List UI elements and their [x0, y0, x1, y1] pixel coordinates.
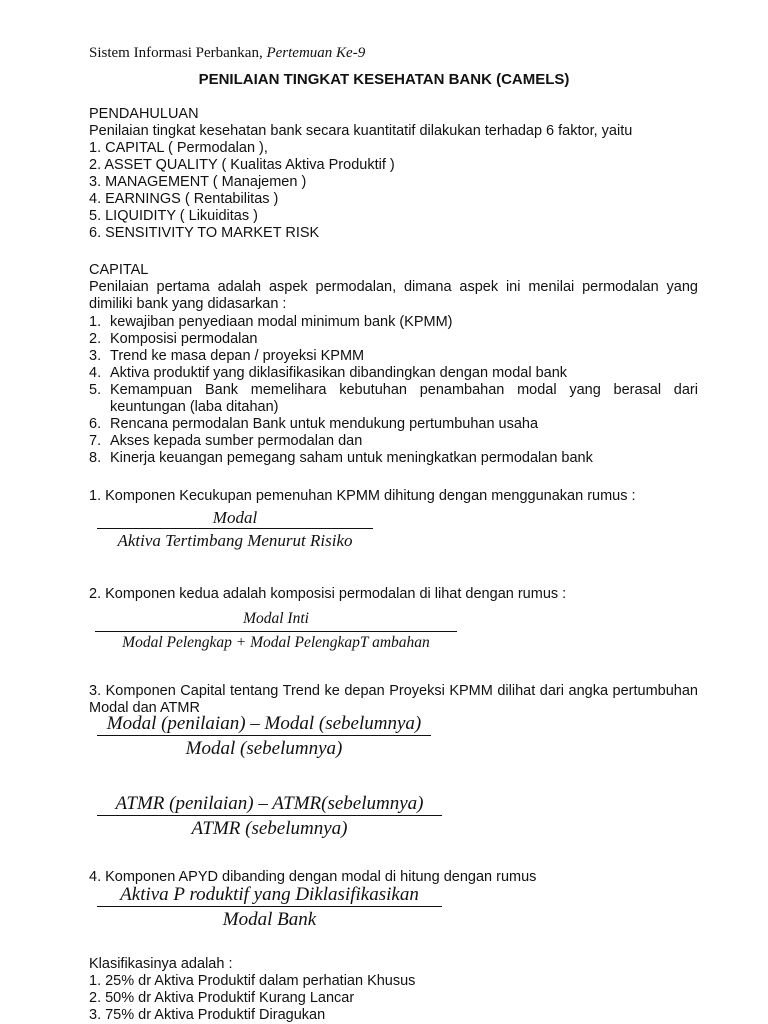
formula-numerator: Modal (penilaian) – Modal (sebelumnya): [106, 713, 422, 734]
list-item: 1. 25% dr Aktiva Produktif dalam perhatian Khusus: [89, 973, 416, 989]
list-item: 7. Akses kepada sumber permodalan dan: [89, 433, 363, 449]
list-item: 4. EARNINGS ( Rentabilitas ): [89, 191, 279, 207]
list-item: 3. Trend ke masa depan / proyeksi KPMM: [89, 348, 365, 364]
formula-denominator: Aktiva Tertimbang Menurut Risiko: [117, 531, 353, 550]
formula-numerator: Aktiva P roduktif yang Diklasifikasikan: [120, 884, 419, 905]
fraction-bar: [97, 735, 431, 736]
page-title: PENILAIAN TINGKAT KESEHATAN BANK (CAMELS): [198, 71, 570, 88]
classification-list: [89, 973, 415, 1024]
capital-text: Penilaian pertama adalah aspek permodalan, dimana aspek ini menilai permodalan yang dimiliki bank yang didasarkan :: [89, 279, 698, 312]
capital-criteria-list: [89, 314, 698, 467]
session-label: Pertemuan Ke-9: [266, 45, 366, 61]
list-item: 8. Kinerja keuangan pemegang saham untuk meningkatkan permodalan bank: [89, 450, 593, 466]
capital-heading: CAPITAL: [89, 262, 149, 278]
list-item: 1. CAPITAL ( Permodalan ),: [89, 140, 268, 156]
fraction-bar: [97, 528, 373, 529]
list-item: 2. ASSET QUALITY ( Kualitas Aktiva Produktif ): [89, 157, 395, 173]
formula-numerator: ATMR (penilaian) – ATMR(sebelumnya): [115, 793, 424, 814]
component-1-text: 1. Komponen Kecukupan pemenuhan KPMM dihitung dengan menggunakan rumus :: [89, 488, 636, 504]
list-item: 2. 50% dr Aktiva Produktif Kurang Lancar: [89, 990, 355, 1006]
factor-list: [89, 140, 395, 242]
formula-denominator: Modal (sebelumnya): [185, 738, 343, 759]
formula-numerator: Modal: [212, 508, 258, 527]
intro-text: Penilaian tingkat kesehatan bank secara kuantitatif dilakukan terhadap 6 faktor, yaitu: [89, 123, 633, 139]
course-name: Sistem Informasi Perbankan,: [89, 45, 263, 61]
list-item: 5. Kemampuan Bank memelihara kebutuhan penambahan modal yang berasal dari keuntungan (laba ditahan): [89, 382, 698, 415]
list-item: 6. SENSITIVITY TO MARKET RISK: [89, 225, 320, 241]
formula-capital-growth: [97, 713, 431, 760]
fraction-bar: [95, 631, 457, 632]
component-4-text: 4. Komponen APYD dibanding dengan modal di hitung dengan rumus: [89, 869, 537, 885]
fraction-bar: [97, 906, 442, 907]
formula-denominator: Modal Pelengkap + Modal PelengkapT ambahan: [122, 634, 430, 651]
fraction-bar: [97, 815, 442, 816]
classification-heading: Klasifikasinya adalah :: [89, 956, 233, 972]
list-item: 5. LIQUIDITY ( Likuiditas ): [89, 208, 258, 224]
intro-heading: PENDAHULUAN: [89, 106, 199, 122]
list-item: 3. 75% dr Aktiva Produktif Diragukan: [89, 1007, 326, 1023]
list-item: 4. Aktiva produktif yang diklasifikasikan dibandingkan dengan modal bank: [89, 365, 568, 381]
formula-denominator: ATMR (sebelumnya): [191, 818, 348, 839]
formula-apyd: [97, 884, 442, 931]
component-2-text: 2. Komponen kedua adalah komposisi permodalan di lihat dengan rumus :: [89, 586, 567, 602]
list-item: 1. kewajiban penyediaan modal minimum bank (KPMM): [89, 314, 453, 330]
formula-numerator: Modal Inti: [243, 610, 309, 627]
formula-kpmm: [97, 508, 373, 551]
list-item: 3. MANAGEMENT ( Manajemen ): [89, 174, 307, 190]
list-item: 2. Komposisi permodalan: [89, 331, 258, 347]
formula-atmr-growth: [97, 793, 442, 840]
formula-denominator: Modal Bank: [222, 909, 317, 930]
page-header: [89, 45, 365, 62]
component-3-text: 3. Komponen Capital tentang Trend ke depan Proyeksi KPMM dilihat dari angka pertumbuhan Modal dan ATMR: [89, 683, 698, 716]
list-item: 6. Rencana permodalan Bank untuk mendukung pertumbuhan usaha: [89, 416, 539, 432]
formula-composition: [95, 610, 457, 652]
